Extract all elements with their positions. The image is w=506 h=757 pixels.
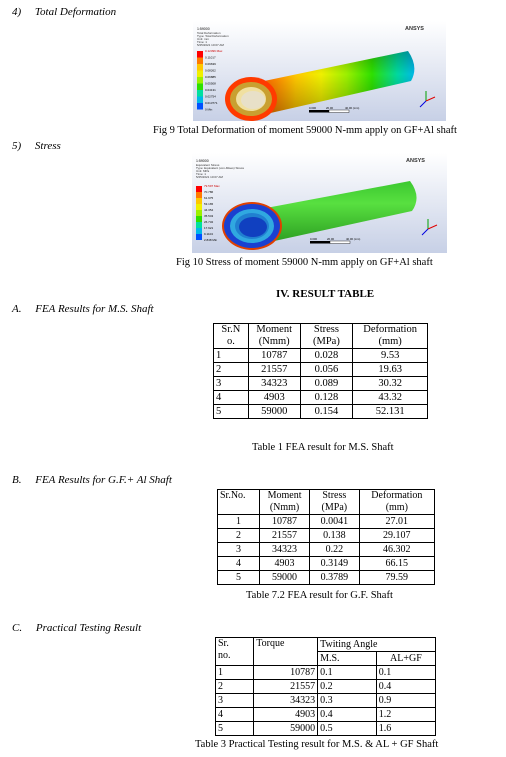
ansys-logo: ANSYS — [406, 158, 425, 164]
svg-text:79.597 Max: 79.597 Max — [204, 184, 220, 188]
svg-text:44.354: 44.354 — [204, 208, 214, 212]
svg-text:70.786: 70.786 — [204, 190, 214, 194]
table-row — [214, 363, 428, 377]
cell: 3 — [218, 543, 260, 557]
cell: 5 — [216, 722, 254, 736]
section-title: Practical Testing Result — [35, 622, 142, 634]
cell: 19.63 — [353, 363, 428, 377]
table-row — [218, 571, 435, 585]
svg-text:40.00 (mm): 40.00 (mm) — [345, 106, 360, 110]
cell: 34323 — [254, 694, 318, 708]
cell: 59000 — [248, 405, 300, 419]
header-cell: Stress (MPa) — [300, 324, 353, 349]
ansys-logo: ANSYS — [405, 26, 424, 32]
section-letter: A. — [12, 303, 22, 315]
svg-text:26.732: 26.732 — [204, 220, 214, 224]
svg-text:35.543: 35.543 — [204, 214, 214, 218]
header-cell: Moment (Nmm) — [248, 324, 300, 349]
header-cell: Moment (Nmm) — [260, 490, 310, 515]
cell: 0.1 — [376, 666, 435, 680]
cell: 0.2 — [318, 680, 377, 694]
cell: 1.6 — [376, 722, 435, 736]
svg-text:0.000: 0.000 — [309, 106, 316, 110]
svg-text:0.08262: 0.08262 — [205, 68, 216, 73]
svg-text:17.921: 17.921 — [204, 226, 214, 230]
svg-text:53.165: 53.165 — [204, 202, 214, 206]
cell: 2 — [216, 680, 254, 694]
section-number: 5) — [12, 140, 22, 152]
cell: 0.138 — [310, 529, 360, 543]
svg-text:Total Deformation: Total Deformation — [197, 31, 221, 35]
svg-text:5/25/2021 10:07 AM: 5/25/2021 10:07 AM — [196, 175, 223, 179]
table-practical-testing — [215, 637, 436, 736]
svg-text:Time: 1: Time: 1 — [197, 40, 207, 44]
cell: 0.1 — [318, 666, 377, 680]
header-cell: M.S. — [318, 652, 377, 666]
svg-text:20.00: 20.00 — [327, 237, 334, 241]
table-fea-gf-al-shaft — [217, 489, 435, 585]
table-row — [218, 557, 435, 571]
header-cell: AL+GF — [376, 652, 435, 666]
table-row — [216, 708, 436, 722]
cell: 0.4 — [318, 708, 377, 722]
cell: 1 — [216, 666, 254, 680]
cell: 1.2 — [376, 708, 435, 722]
svg-text:Unit: mm: Unit: mm — [197, 37, 209, 41]
svg-text:Time: 1: Time: 1 — [196, 172, 206, 176]
svg-text:0.000: 0.000 — [310, 237, 317, 241]
header-cell: Sr.N o. — [214, 324, 249, 349]
cell: 0.3149 — [310, 557, 360, 571]
section-title: Stress — [34, 140, 61, 152]
cell: 0.22 — [310, 543, 360, 557]
svg-text:5/25/2021 10:07 AM: 5/25/2021 10:07 AM — [197, 43, 224, 47]
cell: 3 — [216, 694, 254, 708]
table-row — [218, 543, 435, 557]
cell: 5 — [218, 571, 260, 585]
svg-text:0.02754: 0.02754 — [205, 94, 216, 99]
cell: 4903 — [254, 708, 318, 722]
cell: 0.4 — [376, 680, 435, 694]
cell: 21557 — [260, 529, 310, 543]
svg-text:0.05508: 0.05508 — [205, 81, 216, 86]
cell: 4 — [216, 708, 254, 722]
section-number: 4) — [12, 6, 22, 18]
svg-text:40.00 (mm): 40.00 (mm) — [346, 237, 361, 241]
header-cell: Deformation (mm) — [353, 324, 428, 349]
table-row — [216, 694, 436, 708]
section-letter: C. — [12, 622, 23, 634]
section-a-heading — [12, 303, 154, 315]
table-row — [214, 405, 428, 419]
section-title: FEA Results for G.F.+ Al Shaft — [35, 474, 172, 486]
table-row — [214, 377, 428, 391]
cell: 10787 — [260, 515, 310, 529]
header-cell: Twiting Angle — [318, 638, 436, 652]
legend-colorbar — [196, 186, 202, 240]
cell: 66.15 — [359, 557, 434, 571]
cell: 4903 — [248, 391, 300, 405]
cell: 21557 — [254, 680, 318, 694]
table-header-row — [216, 638, 436, 652]
table-row — [214, 349, 428, 363]
svg-text:0.06885: 0.06885 — [205, 75, 216, 79]
cell: 10787 — [254, 666, 318, 680]
cell: 27.01 — [359, 515, 434, 529]
cell: 5 — [214, 405, 249, 419]
svg-text:Unit: MPa: Unit: MPa — [196, 169, 210, 173]
table-row — [216, 680, 436, 694]
cell: 59000 — [260, 571, 310, 585]
section-b-heading — [12, 474, 172, 486]
cell: 0.3789 — [310, 571, 360, 585]
table-row — [216, 666, 436, 680]
section-title: FEA Results for M.S. Shaft — [35, 303, 154, 315]
table-3-caption: Table 3 Practical Testing result for M.S. & AL + GF Shaft — [195, 739, 439, 750]
svg-text:0.11017: 0.11017 — [205, 55, 216, 60]
header-cell: Sr.No. — [218, 490, 260, 515]
panel-title: 1:59000 — [196, 159, 209, 163]
result-table-heading: IV. RESULT TABLE — [276, 288, 375, 300]
cell: 43.32 — [353, 391, 428, 405]
cell: 2 — [214, 363, 249, 377]
cell: 0.3 — [318, 694, 377, 708]
svg-text:0.013771: 0.013771 — [205, 101, 218, 105]
cell: 0.9 — [376, 694, 435, 708]
section-letter: B. — [12, 474, 22, 486]
section-5-heading — [12, 140, 61, 152]
section-title: Total Deformation — [34, 6, 117, 18]
figure-10-caption: Fig 10 Stress of moment 59000 N-mm apply on GF+Al shaft — [176, 257, 433, 268]
table-row — [218, 529, 435, 543]
cell: 3 — [214, 377, 249, 391]
cell: 4903 — [260, 557, 310, 571]
table-row — [214, 391, 428, 405]
cell: 29.107 — [359, 529, 434, 543]
cell: 0.089 — [300, 377, 353, 391]
cell: 30.32 — [353, 377, 428, 391]
cell: 4 — [214, 391, 249, 405]
table-row — [218, 515, 435, 529]
figure-9-caption: Fig 9 Total Deformation of moment 59000 N-mm apply on GF+Al shaft — [153, 125, 457, 136]
figure-10-stress — [192, 153, 447, 253]
cell: 10787 — [248, 349, 300, 363]
cell: 34323 — [260, 543, 310, 557]
svg-text:Equivalent Stress: Equivalent Stress — [196, 163, 220, 167]
svg-text:Type: Equivalent (von-Mises) S: Type: Equivalent (von-Mises) Stress — [196, 166, 245, 170]
cell: 79.59 — [359, 571, 434, 585]
svg-text:0.12396 Max: 0.12396 Max — [205, 49, 223, 53]
svg-text:Type: Total Deformation: Type: Total Deformation — [197, 34, 229, 38]
cell: 52.131 — [353, 405, 428, 419]
panel-title: 1:59000 — [197, 27, 210, 31]
svg-text:0.04131: 0.04131 — [205, 88, 216, 92]
cell: 9.53 — [353, 349, 428, 363]
svg-text:0.09639: 0.09639 — [205, 62, 216, 66]
cell: 0.0041 — [310, 515, 360, 529]
cell: 1 — [214, 349, 249, 363]
header-cell: Deformation (mm) — [359, 490, 434, 515]
cell: 1 — [218, 515, 260, 529]
table-fea-ms-shaft — [213, 323, 428, 419]
table-1-caption: Table 1 FEA result for M.S. Shaft — [252, 442, 394, 453]
section-c-heading — [12, 622, 141, 634]
svg-text:9.1104: 9.1104 — [204, 232, 213, 236]
cell: 0.028 — [300, 349, 353, 363]
cell: 21557 — [248, 363, 300, 377]
cell: 2 — [218, 529, 260, 543]
cell: 34323 — [248, 377, 300, 391]
cell: 0.154 — [300, 405, 353, 419]
cell: 0.056 — [300, 363, 353, 377]
figure-9-total-deformation — [193, 21, 446, 121]
svg-text:2.848 Min: 2.848 Min — [204, 238, 218, 242]
cell: 59000 — [254, 722, 318, 736]
svg-text:20.00: 20.00 — [326, 106, 333, 110]
legend-colorbar — [197, 51, 203, 110]
table-2-caption: Table 7.2 FEA result for G.F. Shaft — [246, 590, 393, 601]
cell: 4 — [218, 557, 260, 571]
cell: 0.128 — [300, 391, 353, 405]
table-row — [216, 722, 436, 736]
header-cell: Torque — [254, 638, 318, 666]
header-cell: Stress (MPa) — [310, 490, 360, 515]
table-header-row — [218, 490, 435, 515]
svg-text:61.975: 61.975 — [204, 196, 214, 200]
header-cell: Sr. no. — [216, 638, 254, 666]
section-4-heading — [12, 6, 116, 18]
svg-text:0 Min: 0 Min — [205, 107, 213, 112]
cell: 46.302 — [359, 543, 434, 557]
cell: 0.5 — [318, 722, 377, 736]
table-header-row — [214, 324, 428, 349]
